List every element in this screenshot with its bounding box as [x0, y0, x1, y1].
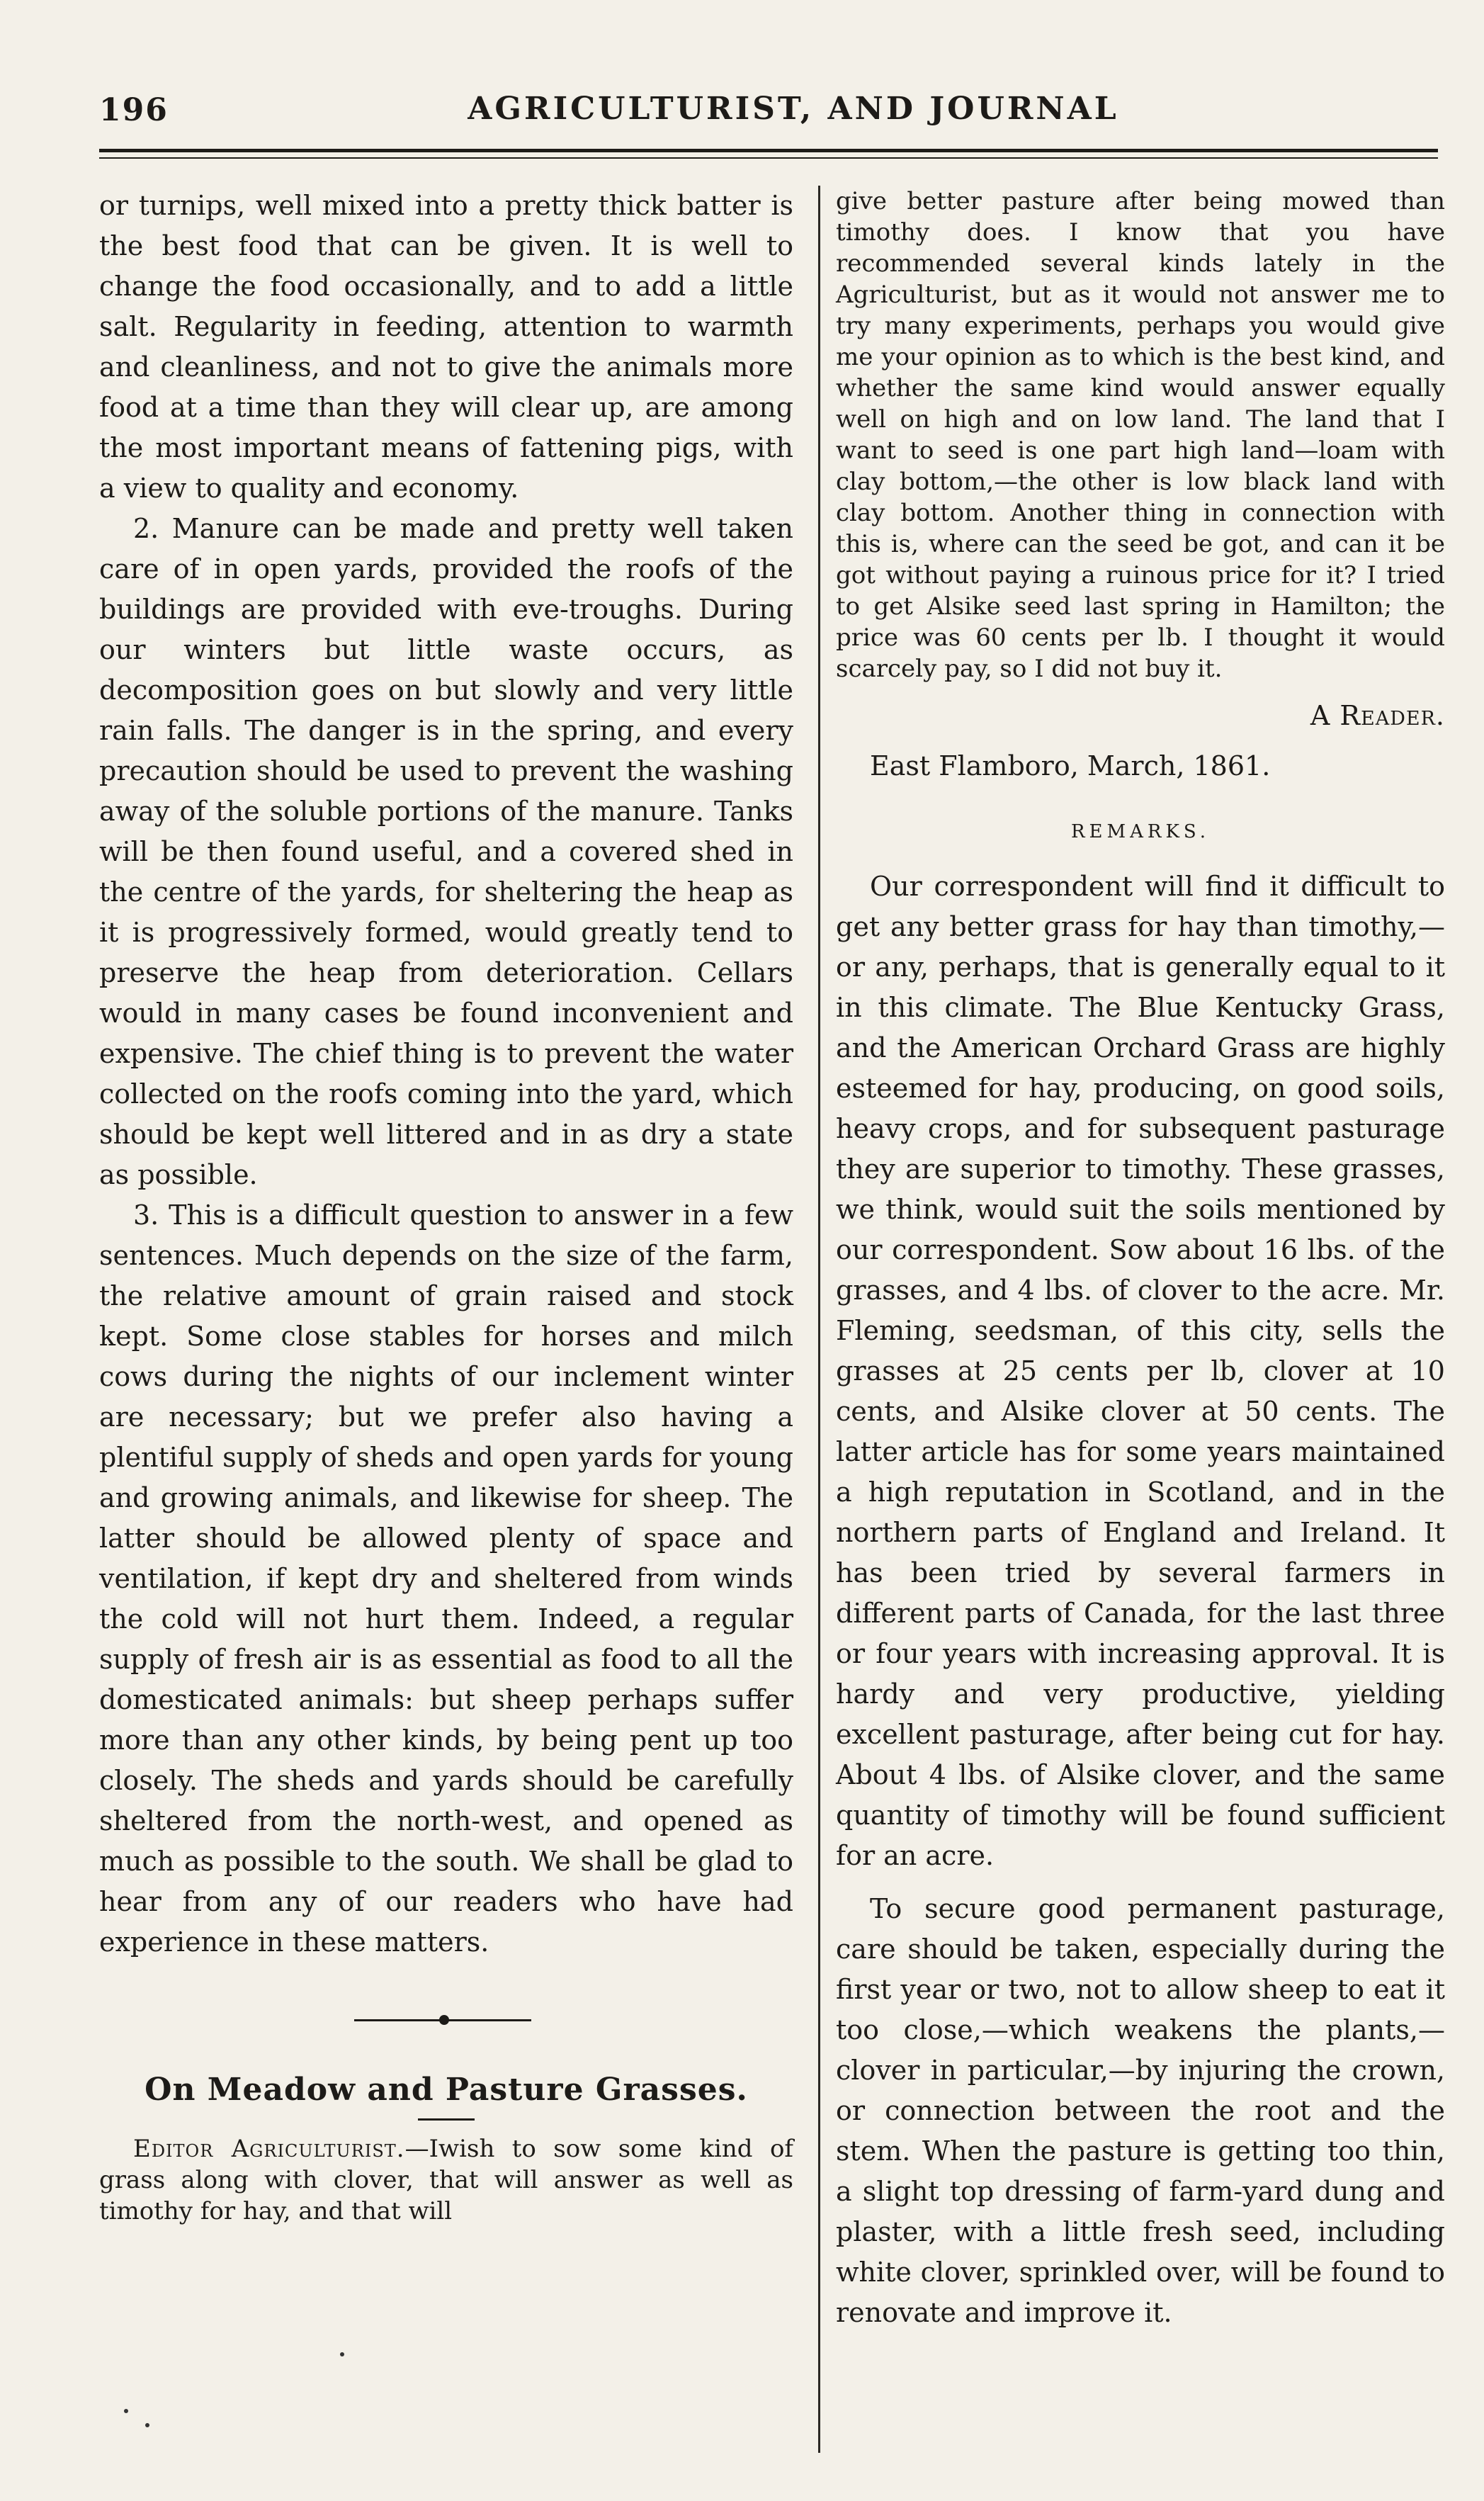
right-column [836, 186, 1445, 2333]
remarks-paragraph-1: Our correspondent will find it difficult to get any better grass for hay than timothy,—or any, perhaps, that is generally equal to it in this climate. The Blue Kentucky Grass, and the American Orchard Grass are highly esteemed for hay, producing, on good soils, heavy crops, and for subsequent pasturage they are superior to timothy. These grasses, we think, would suit the soils mentioned by our correspondent. Sow about 16 lbs. of the grasses, and 4 lbs. of clover to the acre. Mr. Fleming, seedsman, of this city, sells the grasses at 25 cents per lb, clover at 10 cents, and Alsike clover at 50 cents. The latter article has for some years maintained a high reputation in Scotland, and in the northern parts of England and Ireland. It has been tried by several farmers in different parts of Canada, for the last three or four years with increasing approval. It is hardy and very productive, yielding excellent pasturage, after being cut for hay. About 4 lbs. of Alsike clover, and the same quantity of timothy will be found sufficient for an acre. [836, 871, 1445, 1871]
page-header [0, 0, 1484, 177]
title-underline [418, 2118, 475, 2121]
editor-label: Editor Agriculturist. [133, 2135, 405, 2163]
page-number: 196 [99, 92, 169, 128]
remarks-heading: REMARKS. [1070, 821, 1211, 842]
left-column [99, 186, 793, 2227]
remarks-paragraph-2: To secure good permanent pasturage, care should be taken, especially during the first year or two, not to allow sheep to eat it too close,—which weakens the plants,—clover in particular,—by injuring the crown, or connection between the root and the stem. When the pasture is getting too thin, a slight top dressing of farm-yard dung and plaster, with a little fresh seed, including white clover, sprinkled over, will be found to renovate and improve it. [836, 1893, 1445, 2328]
letter-dateline: East Flamboro, March, 1861. [870, 750, 1271, 781]
letter-continuation: give better pasture after being mowed than timothy does. I know that you have recommended several kinds lately in the Agriculturist, but as it would not answer me to try many experiments, perhaps you would give me your opinion as to which is the best kind, and whether the same kind would answer equally well on high and on low land. The land that I want to seed is one part high land—loam with clay bottom,—the other is low black land with clay bottom. Another thing in connection with this is, where can the seed be got, and can it be got without paying a ruinous price for it? I tried to get Alsike seed last spring in Hamilton; the price was 60 cents per lb. I thought it would scarcely pay, so I did not buy it. [836, 187, 1445, 683]
print-speck [124, 2409, 128, 2413]
letter-opening [99, 2133, 793, 2227]
paragraph-stables: 3. This is a difficult question to answer in a few sentences. Much depends on the size of the farm, the relative amount of grain raised and stock kept. Some close stables for horses and milch cows during the nights of our inclement winter are necessary; but we prefer also having a plentiful supply of sheds and open yards for young and growing animals, and likewise for sheep. The latter should be allowed plenty of space and ventilation, if kept dry and sheltered from winds the cold will not hurt them. Indeed, a regular supply of fresh air is as essential as food to all the domesticated animals: but sheep perhaps suffer more than any other kinds, by being pent up too closely. The sheds and yards should be carefully sheltered from the north-west, and opened as much as possible to the south. We shall be glad to hear from any of our readers who have had experience in these matters. [99, 1199, 793, 1958]
letter-start: —Iwish to sow some kind of grass along with clover, that will answer as well as timothy for hay, and that will [99, 2135, 793, 2225]
header-rule-thin [99, 157, 1438, 159]
section-separator [99, 1991, 793, 2048]
separator-dot [439, 2015, 449, 2025]
letter-signature: A Reader. [1310, 700, 1445, 731]
paragraph-manure: 2. Manure can be made and pretty well taken care of in open yards, provided the roofs of the buildings are provided with eve-troughs. During our winters but little waste occurs, as decomposition goes on but slowly and very little rain falls. The danger is in the spring, and every precaution should be used to prevent the washing away of the soluble portions of the manure. Tanks will be then found useful, and a covered shed in the centre of the yards, for sheltering the heap as it is progressively formed, would greatly tend to preserve the heap from deterioration. Cellars would in many cases be found inconvenient and expensive. The chief thing is to prevent the water collected on the roofs coming into the yard, which should be kept well littered and in as dry a state as possible. [99, 513, 793, 1190]
paragraph-feeding: or turnips, well mixed into a pretty thick batter is the best food that can be given. It is well to change the food occasionally, and to add a little salt. Regularity in feeding, attention to warmth and cleanliness, and not to give the animals more food at a time than they will clear up, are among the most important means of fattening pigs, with a view to quality and economy. [99, 190, 793, 504]
running-title: AGRICULTURIST, AND JOURNAL [468, 91, 1119, 127]
article-title: On Meadow and Pasture Grasses. [145, 2072, 748, 2108]
print-speck [340, 2352, 344, 2356]
print-speck [145, 2423, 149, 2427]
column-divider [818, 186, 820, 2453]
header-rule-thick [99, 149, 1438, 152]
